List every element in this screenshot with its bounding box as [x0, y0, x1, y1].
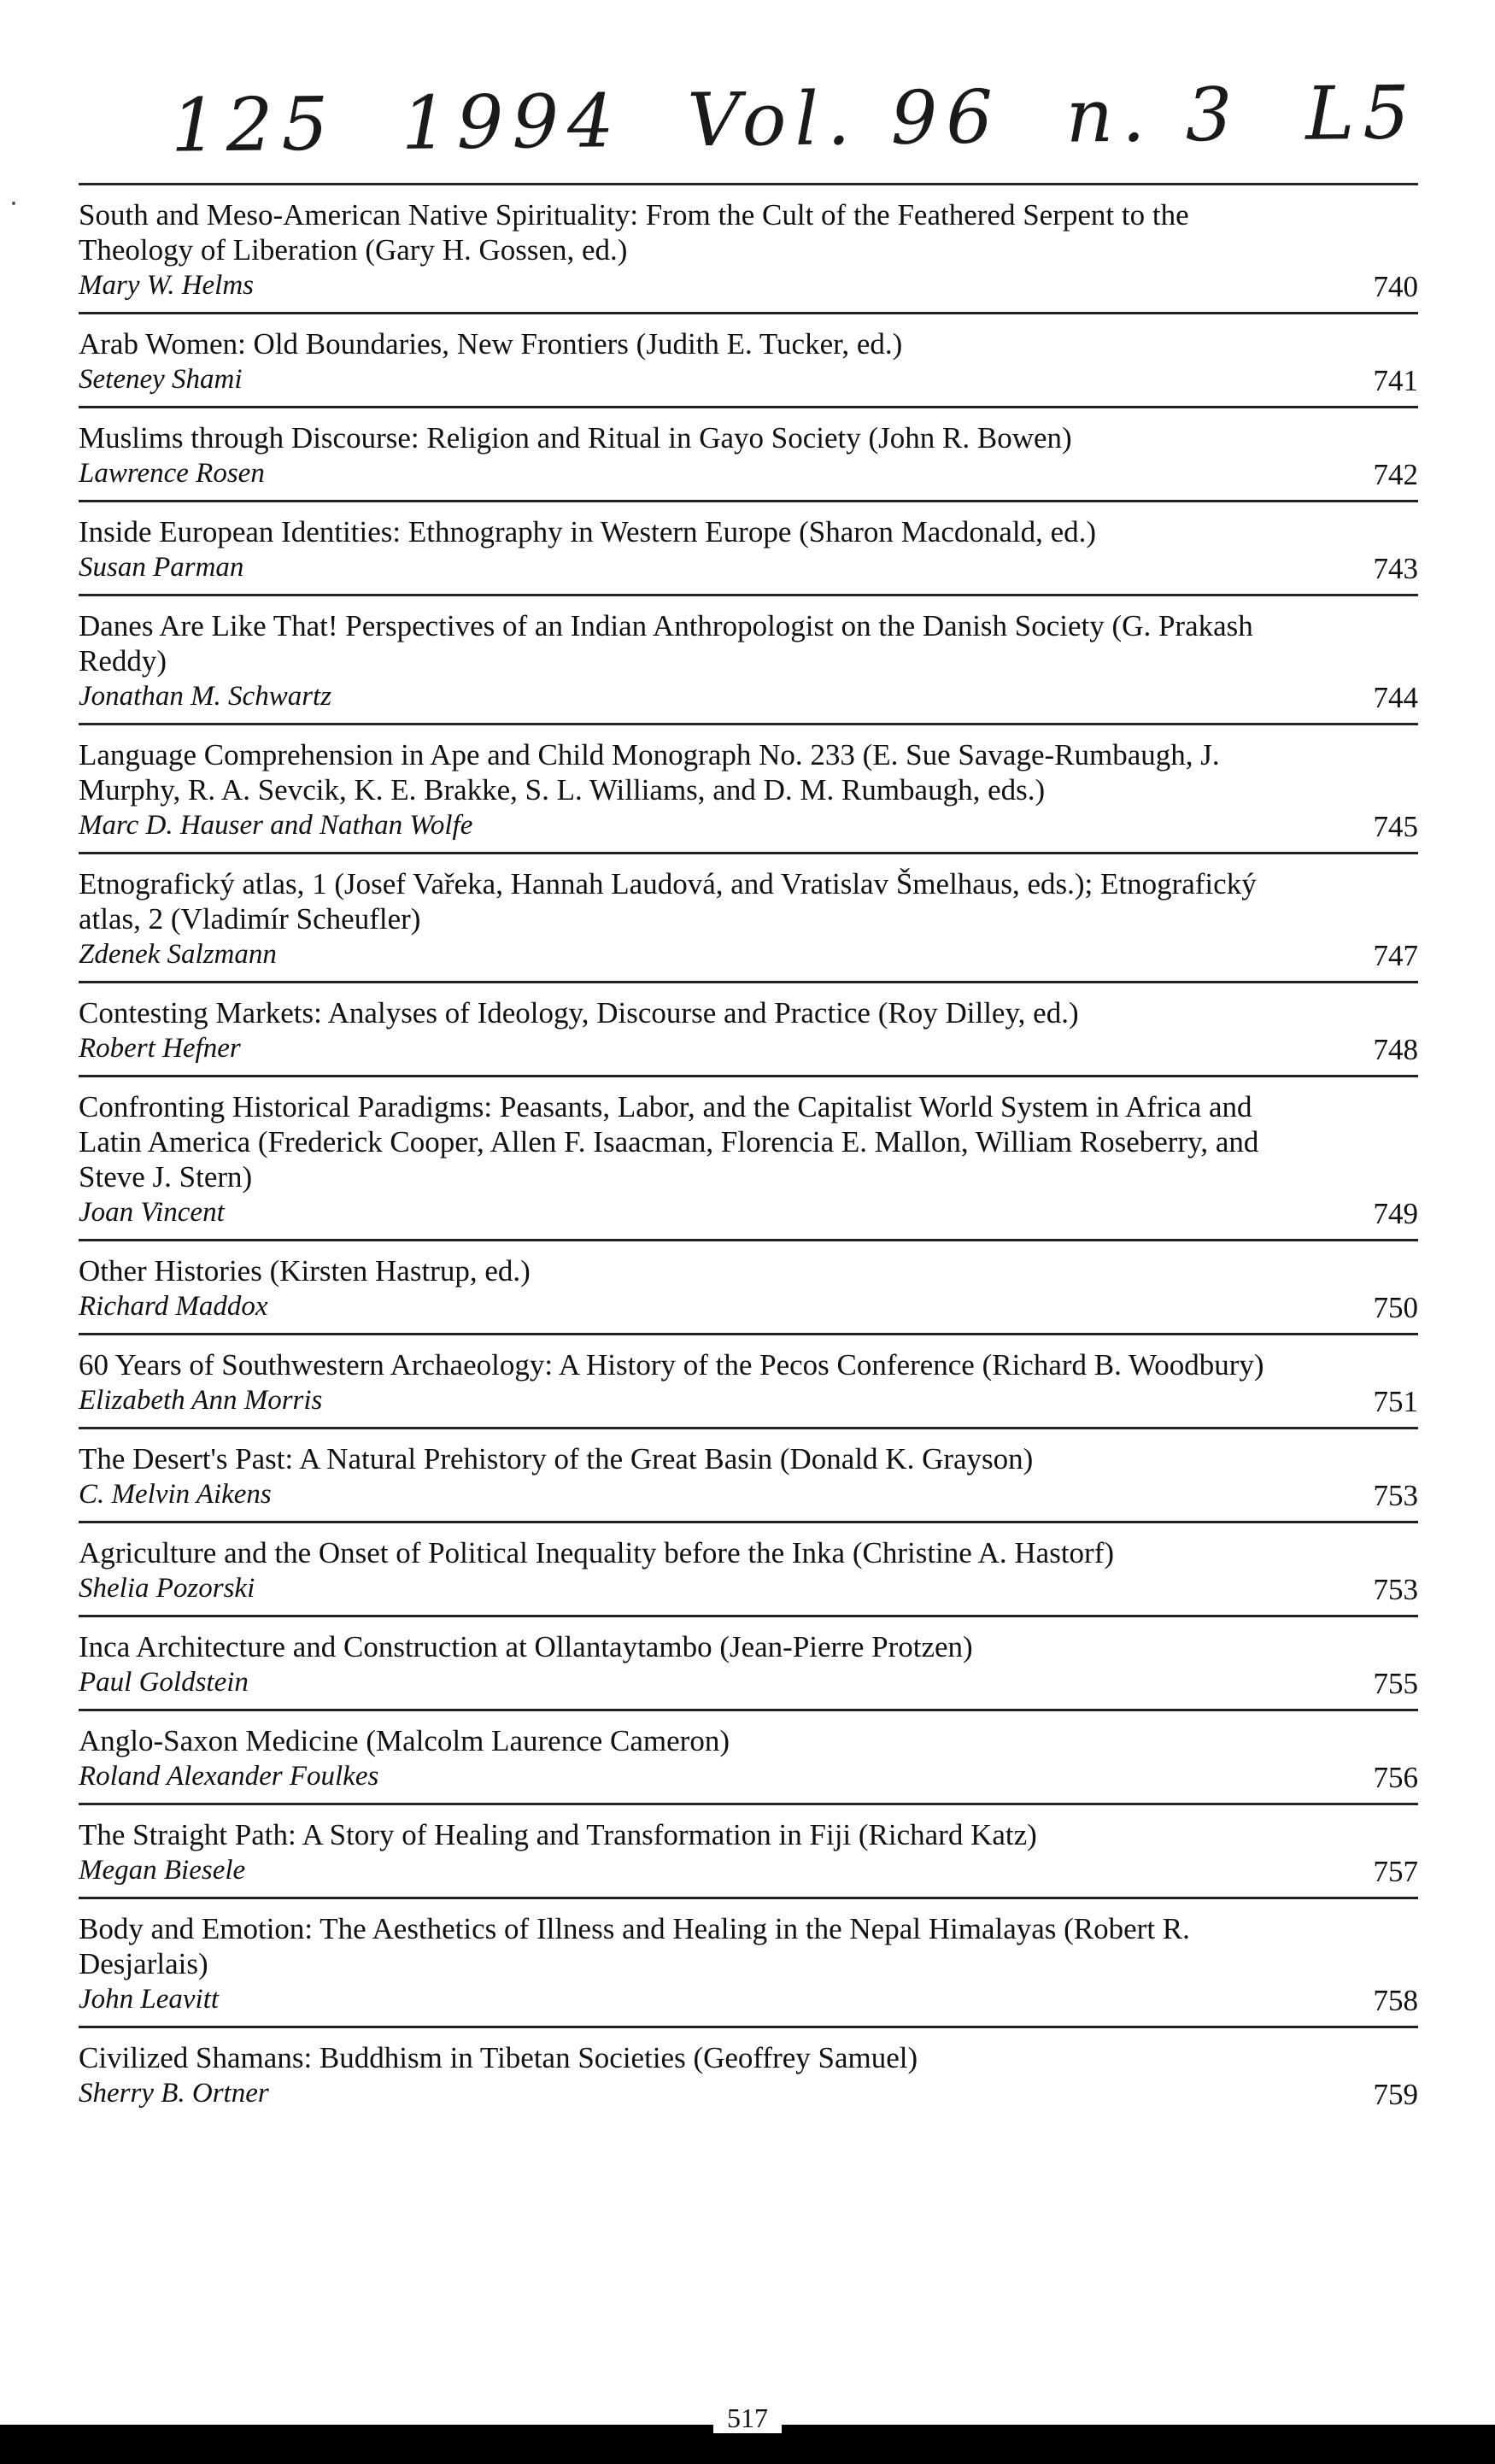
entry-page-number: 753 [1373, 1479, 1418, 1512]
entry-page-number: 741 [1373, 364, 1418, 397]
entry-page-number: 745 [1373, 810, 1418, 843]
reviewer-name: Marc D. Hauser and Nathan Wolfe [79, 810, 473, 841]
reviewer-name: C. Melvin Aikens [79, 1479, 272, 1510]
review-entry [79, 594, 1418, 723]
book-title: Other Histories (Kirsten Hastrup, ed.) [79, 1254, 531, 1288]
book-title: The Straight Path: A Story of Healing and Transformation in Fiji (Richard Katz) [79, 1818, 1037, 1851]
reviewer-name: Robert Hefner [79, 1033, 241, 1064]
book-title: Danes Are Like That! Perspectives of an Indian Anthropologist on the Danish Society (G. Prakash Reddy) [79, 609, 1253, 678]
review-entry [79, 312, 1418, 406]
review-entry [79, 1709, 1418, 1803]
handwritten-code: L5 [1304, 70, 1419, 157]
entry-page-number: 748 [1373, 1033, 1418, 1066]
handwritten-annotation [170, 62, 1418, 177]
entry-page-number: 747 [1373, 939, 1418, 972]
reviewer-name: Susan Parman [79, 552, 244, 583]
review-entry [79, 852, 1418, 981]
review-entry [79, 183, 1418, 312]
book-title: Body and Emotion: The Aesthetics of Illness and Healing in the Nepal Himalayas (Robert R. Desjarlais) [79, 1912, 1190, 1980]
review-list [79, 183, 1418, 2120]
review-entry [79, 1521, 1418, 1615]
reviewer-name: Seteney Shami [79, 364, 243, 395]
entry-page-number: 744 [1373, 681, 1418, 714]
reviewer-name: Joan Vincent [79, 1197, 225, 1228]
review-entry [79, 1333, 1418, 1427]
book-title: The Desert's Past: A Natural Prehistory of the Great Basin (Donald K. Grayson) [79, 1442, 1034, 1475]
review-entry [79, 981, 1418, 1075]
entry-page-number: 742 [1373, 458, 1418, 491]
review-entry [79, 1803, 1418, 1897]
reviewer-name: Mary W. Helms [79, 270, 255, 301]
review-entry [79, 1897, 1418, 2026]
reviewer-name: Lawrence Rosen [79, 458, 265, 489]
reviewer-name: Sherry B. Ortner [79, 2078, 269, 2109]
reviewer-name: Megan Biesele [79, 1855, 246, 1886]
entry-page-number: 757 [1373, 1855, 1418, 1888]
entry-page-number: 759 [1373, 2078, 1418, 2111]
book-title: Etnografický atlas, 1 (Josef Vařeka, Hannah Laudová, and Vratislav Šmelhaus, eds.); Etnografický atlas, 2 (Vladimír Scheufler) [79, 867, 1257, 936]
review-entry [79, 500, 1418, 594]
handwritten-volume: Vol. 96 [686, 74, 1002, 164]
book-title: 60 Years of Southwestern Archaeology: A History of the Pecos Conference (Richard B. Woodbury) [79, 1348, 1264, 1382]
book-title: Inside European Identities: Ethnography in Western Europe (Sharon Macdonald, ed.) [79, 515, 1097, 549]
book-title: Muslims through Discourse: Religion and Ritual in Gayo Society (John R. Bowen) [79, 421, 1072, 455]
reviewer-name: Roland Alexander Foulkes [79, 1761, 379, 1792]
review-entry [79, 723, 1418, 852]
entry-page-number: 756 [1373, 1761, 1418, 1794]
review-entry [79, 406, 1418, 500]
entry-page-number: 751 [1373, 1385, 1418, 1418]
entry-page-number: 753 [1373, 1573, 1418, 1606]
entry-page-number: 740 [1373, 270, 1418, 303]
review-entry [79, 1615, 1418, 1709]
reviewer-name: Shelia Pozorski [79, 1573, 255, 1604]
entry-page-number: 750 [1373, 1291, 1418, 1324]
reviewer-name: Richard Maddox [79, 1291, 268, 1322]
reviewer-name: Elizabeth Ann Morris [79, 1385, 323, 1416]
handwritten-issue: n. 3 [1065, 72, 1241, 160]
review-entry [79, 1075, 1418, 1239]
reviewer-name: Jonathan M. Schwartz [79, 681, 332, 712]
entry-page-number: 749 [1373, 1197, 1418, 1230]
book-title: Anglo-Saxon Medicine (Malcolm Laurence Cameron) [79, 1724, 730, 1757]
handwritten-year: 1994 [401, 79, 624, 167]
book-title: Confronting Historical Paradigms: Peasants, Labor, and the Capitalist World System in Africa and Latin America (Frederick Cooper, Allen F. Isaacman, Florencia E. Mallon, William Roseberry, and Steve J. Stern) [79, 1090, 1259, 1194]
reviewer-name: Paul Goldstein [79, 1667, 249, 1698]
entry-page-number: 758 [1373, 1984, 1418, 2017]
book-title: South and Meso-American Native Spirituality: From the Cult of the Feathered Serpent to the Theology of Liberation (Gary H. Gossen, ed.) [79, 198, 1189, 267]
reviewer-name: John Leavitt [79, 1984, 220, 2015]
reviewer-name: Zdenek Salzmann [79, 939, 277, 970]
review-entry [79, 1427, 1418, 1521]
book-title: Agriculture and the Onset of Political Inequality before the Inka (Christine A. Hastorf) [79, 1536, 1115, 1569]
review-entry [79, 2026, 1418, 2120]
book-title: Language Comprehension in Ape and Child Monograph No. 233 (E. Sue Savage-Rumbaugh, J. Murphy, R. A. Sevcik, K. E. Brakke, S. L. Williams, and D. M. Rumbaugh, eds.) [79, 738, 1220, 807]
book-title: Arab Women: Old Boundaries, New Frontiers (Judith E. Tucker, ed.) [79, 327, 903, 361]
handwritten-number: 125 [170, 81, 337, 169]
entry-page-number: 755 [1373, 1667, 1418, 1700]
book-title: Inca Architecture and Construction at Ollantaytambo (Jean-Pierre Protzen) [79, 1630, 973, 1663]
page-number: 517 [713, 2402, 782, 2433]
entry-page-number: 743 [1373, 552, 1418, 585]
book-title: Civilized Shamans: Buddhism in Tibetan Societies (Geoffrey Samuel) [79, 2041, 918, 2074]
book-title: Contesting Markets: Analyses of Ideology, Discourse and Practice (Roy Dilley, ed.) [79, 996, 1079, 1030]
review-entry [79, 1239, 1418, 1333]
scan-speck [12, 202, 15, 205]
